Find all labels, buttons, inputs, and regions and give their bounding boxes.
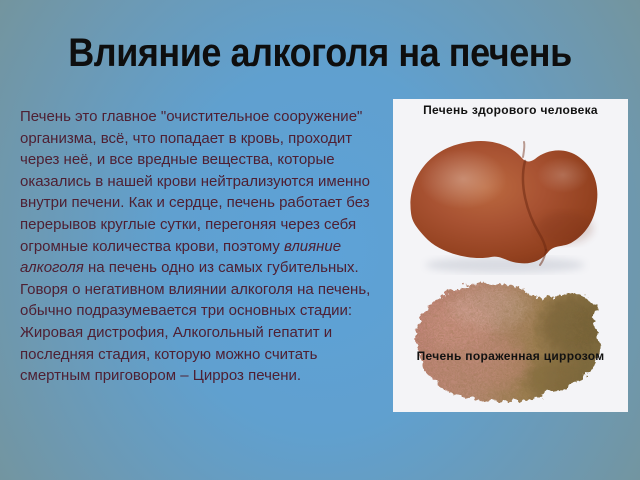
body-text-segment: Печень это главное "очистительное сооружение" организма, всё, что попадает в кровь, проходит через неё, и все вредные вещества, которые оказались в нашей крови нейтрализуются именно внутри печени. Как и сердце, печень работает без перерывов круглые сутки, перегоняя через себя огромные количества крови, поэтому: [20, 108, 370, 255]
body-text-italic: влияние алкоголя: [20, 237, 342, 277]
healthy-liver-caption: Печень здорового человека: [423, 103, 598, 117]
body-text-segment: на печень одно из самых губительных. Говоря о негативном влиянии алкоголя на печень, обычно подразумевается три основных стадии: Жировая дистрофия, Алкогольный гепатит и последняя стадия, которую можно считать смертным приговором – Цирроз печени.: [20, 259, 371, 385]
healthy-liver-image: [395, 113, 625, 278]
cirrhosis-liver-image: [399, 266, 619, 406]
slide-title: Влияние алкоголя на печень: [68, 31, 572, 75]
body-text: [20, 106, 382, 387]
cirrhosis-liver-caption: Печень пораженная циррозом: [416, 349, 605, 363]
liver-figure-panel: [393, 99, 628, 412]
